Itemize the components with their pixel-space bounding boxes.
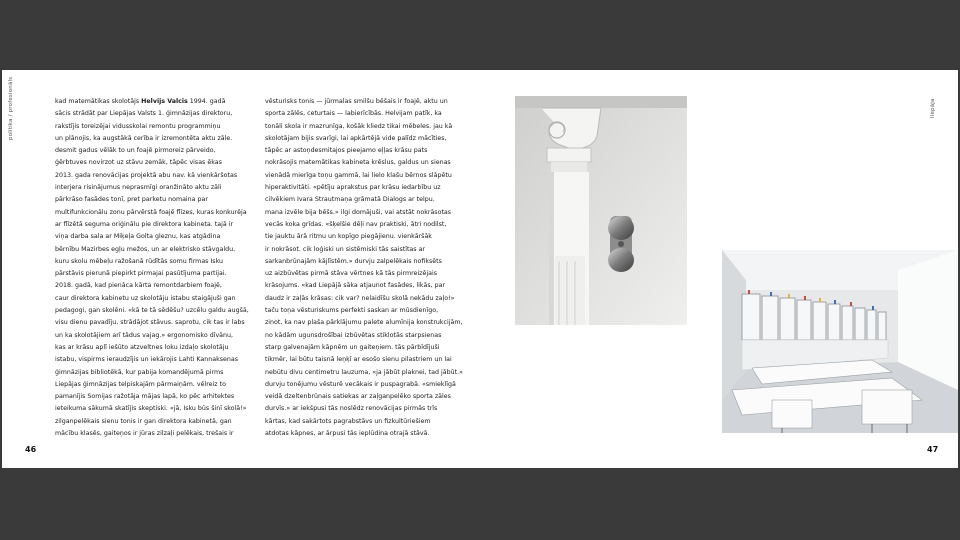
text-line: mācību klasēs, gaiteņos ir jūras zilzaļi pelēkais, trešais ir [55,430,234,438]
text-line: sācis strādāt par Liepājas Valsts 1. ģimnāzijas direktoru, [55,110,233,118]
text-line: sporta zālēs, ceturtais — labierīcībās. Helvijam patīk, ka [265,110,442,118]
text-line: zilganpelēkais sienu tonis ir gan direktora kabinetā, gan [55,417,232,425]
article-column-1 [55,96,260,440]
text-line: viņa darba sala ar Miķeļa Golta gleznu, kas atgādina [55,233,221,241]
text-line: un plānojis, ka augstākā cerība ir izremontēta aktu zāle. [55,134,233,142]
text-line: atdotas kāpnes, ar ārpusi tās ieplūdina otrajā stāvā. [265,430,430,438]
page-number-right: 47 [927,445,939,454]
photo-classroom [722,250,958,433]
text-line: nebūtu divu centimetru lauzuma, «ja jābūt plaknei, tad jābūt.» [265,368,463,376]
text-line: 2013. gada renovācijas projektā abu nav. kā vienkāršotas [55,171,238,179]
text-line: interjera risinājumus neprasmīgi oranžināto aktu zāli [55,184,222,192]
text-line: durvju tonējumu vēsturē vecākais ir puspagrabā. «smieklīgā [265,380,456,388]
text-line: tonāli skola ir mazrunīga, košāk kliedz tikai mēbeles. jau kā [265,122,453,130]
text-line: pārkrāso fasādes tonī, pret parketu nomaina par [55,196,208,204]
text-line: cilvēkiem Ivara Strautmaņa grāmatā Dialogs ar telpu. [265,196,435,204]
text-line: ieteikuma sākumā skatījis skeptiski. «jā, Isku būs šinī skolā!» [55,405,247,413]
text-line: ģērbtuves novirzot uz stāvu zemāk, tāpēc visas ēkas [55,159,222,167]
text-line: pamanījis Somijas ražotāja mājas lapā, ko pēc arhitektes [55,393,235,401]
text-line: ar flīzētā seguma oriģinālu pie direktora kabineta. tajā ir [55,220,234,228]
text-line: desmit gadus vēlāk to un foajē pirmoreiz pārveido, [55,147,216,155]
text-line: visu dienu pavadīju, strādājot stāvus. saprotu, cik tas ir labs [55,319,245,327]
text-line: pārstāvis pierunā piepirkt pirmajai pasūtījuma partijai. [55,270,227,278]
text-line: taču toņa vēsturiskums perfekti saskan ar mūsdienīgo, [265,307,439,315]
text-line: istabu, vispirms ieraudzījis un iekārojis Lahti Kannaksenas [55,356,239,364]
left-section-label: politika / profesionāls [8,76,14,140]
text-line: vēsturisks tonis — jūrmalas smilšu bēšais ir foajē, aktu un [265,98,448,105]
text-line: tāpēc ar astoņdesmitajos pieejamo eļļas krāsu pats [265,147,428,155]
text-line: nokrāsojis matemātikas kabineta krēslus, galdus un sienas [265,159,451,167]
text-line: kārtas, kad sakārtots pagrabstāvs un fizkultūriešiem [265,417,431,425]
text-line: kas ar krāsu aplī iešūto atzveltnes loku izdaļo skolotāju [55,343,229,351]
text-line: un ka skolotājiem arī tādus vajag.» ergonomisko dīvānu, [55,331,234,339]
text-line: sarkanbrūnajām kājlīstēm.» durvju zalpelēkais nofiksēts [265,257,442,265]
text-line: ir nokrāsot. cik loģiski un sistēmiski tās saistītas ar [265,245,426,253]
text-line: vecās koka grīdas. «šķelšie dēļi nav praktiski, ātri nodilst, [265,220,447,228]
text-line: no kādām ugunsdrošībai izbūvētas stiklotās starpsienas [265,331,442,339]
bell-pilaster-image [515,96,687,325]
text-line: kuru skolu mēbeļu ražošanā rūdītās somu firmas Isku [55,257,224,265]
classroom-image [722,250,958,433]
text-line: uz aizbūvētas pirmā stāva vērtnes kā tās pirmreizējais [265,270,437,278]
text-line: daudz ir zaļās krāsas: cik var? nelaidīšu skolā nekādu zaļo!» [265,294,455,302]
text-line: pedagogi, gan skolēni. «kā te tā sēdēšu? uzcēlu galdu augšā, [55,307,249,315]
text-line: multifunkcionālu zonu pārvērstā foajē flīzes, kuras konkurēja [55,208,247,216]
text-line: krāsojums. «kad Liepājā sāka atjaunot fasādes, likās, par [265,282,446,290]
text-line: durvīs.» ar iekšpusi tās noslēdz renovācijas pirmās trīs [265,405,438,413]
text-line: bērnību Mazirbes egļu mežos, un ar elektrisko stāvgaldu, [55,245,236,253]
text-line: 2018. gadā, kad pienāca kārta remontdarbiem foajē, [55,282,222,290]
text-line: caur direktora kabinetu uz skolotāju istabu staigājuši gan [55,294,236,302]
text-line: vienādā mierīga toņu gammā, lai lielo klašu bērnos slāpētu [265,171,452,179]
text-line: veidā dzeltenbrūnais satiekas ar zaļganpelēko sporta zāles [265,393,451,401]
text-line: kad matemātikas skolotājs Helvijs Valcis 1994. gadā [55,98,226,105]
text-line: mana izvēle bija bēšs.» ilgi domājuši, vai atstāt nokrāsotas [265,208,452,216]
text-line: rakstījis toreizējai vidusskolai remontu programmiņu [55,122,221,130]
page-number-left: 46 [25,445,37,454]
text-line: skolotājam bijis svarīgi, lai apkārtējā vide palīdz mācīties, [265,134,447,142]
right-section-label: liepāja [930,98,936,118]
photo-bell-pilaster [515,96,687,325]
text-line: hiperaktivitāti. «pētīju aprakstus par krāsu iedarbību uz [265,184,441,192]
article-column-2 [265,96,470,440]
text-line: starp galvenajām kāpnēm un gaiteņiem. tās pārbīdījuši [265,343,440,351]
text-line: Liepājas ģimnāzijas telpiskajām pārmaiņām. vēlreiz to [55,380,226,388]
text-line: ģimnāzijas bibliotēkā, kur pabija komandējumā pirms [55,368,224,376]
text-line: tikmēr, lai būtu taisnā leņķī ar esošo sienu pilastriem un lai [265,356,452,364]
text-line: tie jauktu ārā ritmu un kopīgo piegājienu. vienkāršāk [265,233,432,241]
person-name: Helvijs Valcis [141,98,188,105]
text-line: zinot, ka nav plaša pārklājumu palete alumīnija konstrukcijām, [265,319,463,327]
